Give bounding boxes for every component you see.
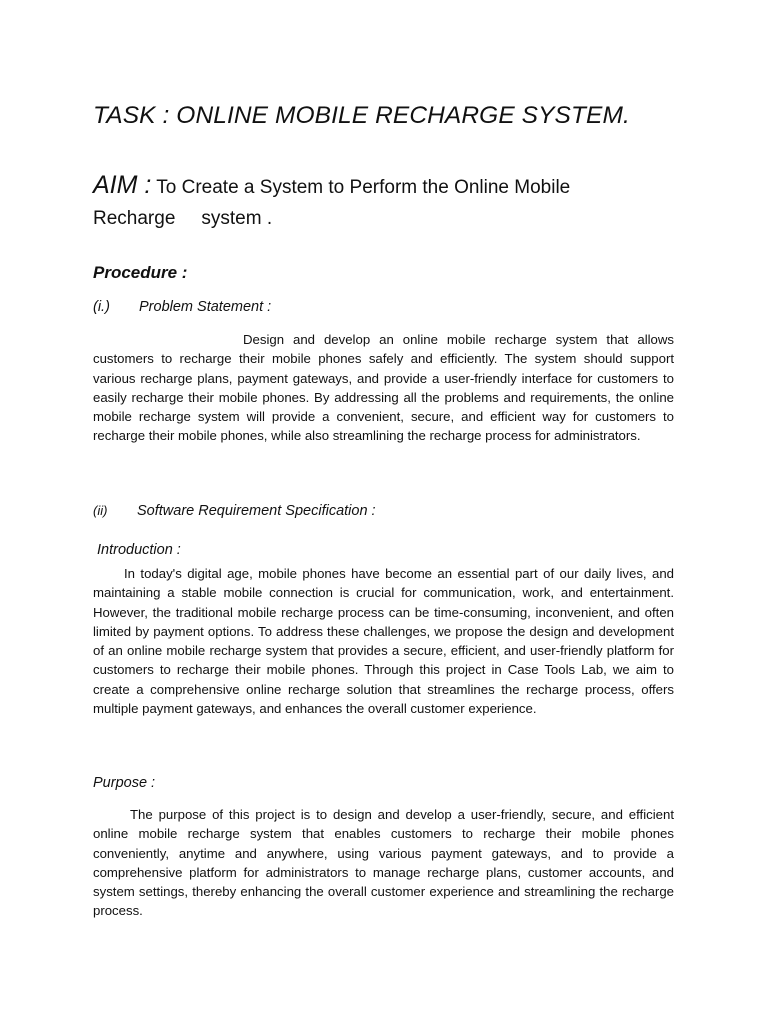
problem-statement-heading <box>93 299 271 315</box>
problem-statement-paragraph: Design and develop an online mobile recharge system that allows customers to recharge their mobile phones safely and efficiently. The system should support various recharge plans, payment gateways, and provide a user-friendly interface for customers to easily recharge their mobile phones. By addressing all the problems and requirements, the online mobile recharge system will provide a convenient, secure, and efficient way for customers to recharge their mobile phones, while also streamlining the recharge process for administrators. <box>93 332 674 444</box>
purpose-heading: Purpose : <box>93 775 156 791</box>
problem-statement-number: (i.) <box>93 299 110 315</box>
purpose-paragraph: The purpose of this project is to design and develop a user-friendly, secure, and efficient online mobile recharge system that enables customers to recharge their mobile phones conveniently, anytime and anywhere, using various payment gateways, and to provide a comprehensive platform for administrators to manage recharge plans, customer accounts, and system settings, thereby enhancing the overall customer experience and streamlining the recharge process. <box>93 807 674 919</box>
aim-text-line1: To Create a System to Perform the Online Mobile <box>156 177 571 198</box>
srs-title: Software Requirement Specification : <box>137 503 376 519</box>
document-title: TASK : ONLINE MOBILE RECHARGE SYSTEM. <box>93 102 630 129</box>
problem-statement-title: Problem Statement : <box>139 299 272 315</box>
aim-label: AIM : <box>93 171 152 199</box>
aim-text-line2a: Recharge <box>93 208 176 229</box>
aim-section <box>93 171 570 200</box>
srs-number: (ii) <box>93 503 108 518</box>
introduction-paragraph: In today's digital age, mobile phones have become an essential part of our daily lives, and maintaining a stable mobile connection is crucial for communication, work, and entertainment. However, the traditional mobile recharge process can be time-consuming, inconvenient, and often limited by payment options. To address these challenges, we propose the design and development of an online mobile recharge system that provides a secure, efficient, and user-friendly platform for customers to recharge their mobile phones. Through this project in Case Tools Lab, we aim to create a comprehensive online recharge solution that streamlines the recharge process, offers multiple payment gateways, and enhances the overall customer experience. <box>93 566 674 717</box>
introduction-heading: Introduction : <box>97 542 181 558</box>
aim-text-line2-wrapper <box>93 208 272 230</box>
procedure-heading: Procedure : <box>93 263 188 282</box>
srs-heading <box>93 503 376 519</box>
aim-text-line2b: system . <box>201 208 273 229</box>
